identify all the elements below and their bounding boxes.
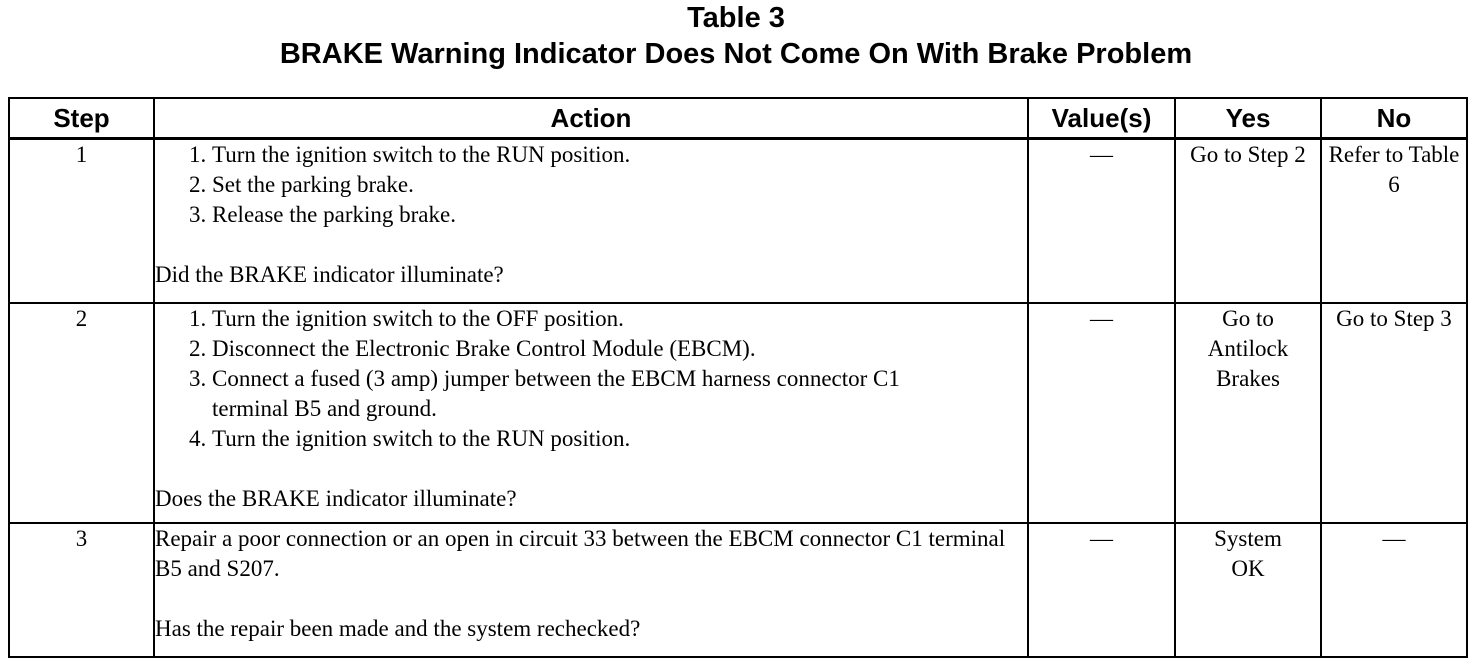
action-question: Did the BRAKE indicator illuminate?	[155, 262, 504, 287]
no-cell: —	[1321, 523, 1467, 657]
substep-list	[155, 140, 1027, 230]
yes-cell: System OK	[1175, 523, 1321, 657]
table-row	[9, 523, 1467, 657]
diagnostic-table	[8, 97, 1468, 658]
step-number: 2	[9, 303, 154, 523]
table-title: Table 3	[687, 2, 785, 34]
value-cell: —	[1028, 139, 1175, 303]
substep: 2. Disconnect the Electronic Brake Control Module (EBCM).	[212, 334, 1027, 364]
value-cell: —	[1028, 523, 1175, 657]
value-cell: —	[1028, 303, 1175, 523]
action-text: Repair a poor connection or an open in circuit 33 between the EBCM connector C1 terminal B5 and S207.	[155, 525, 1006, 581]
action-cell	[154, 139, 1028, 303]
header-yes: Yes	[1175, 98, 1321, 139]
step-number: 1	[9, 139, 154, 303]
table-row	[9, 303, 1467, 523]
no-cell: Refer to Table 6	[1321, 139, 1467, 303]
no-cell: Go to Step 3	[1321, 303, 1467, 523]
action-question: Has the repair been made and the system rechecked?	[155, 615, 641, 641]
substep: 2. Set the parking brake.	[212, 170, 1027, 200]
header-step: Step	[9, 98, 154, 139]
action-cell	[154, 523, 1028, 657]
header-action: Action	[154, 98, 1028, 139]
substep: 4. Turn the ignition switch to the RUN position.	[212, 424, 1027, 454]
action-question: Does the BRAKE indicator illuminate?	[155, 485, 517, 511]
substep: 1. Turn the ignition switch to the RUN position.	[212, 140, 1027, 170]
header-values: Value(s)	[1028, 98, 1175, 139]
action-cell	[154, 303, 1028, 523]
header-no: No	[1321, 98, 1467, 139]
step-number: 3	[9, 523, 154, 657]
substep: 3. Release the parking brake.	[212, 200, 1027, 230]
substep: 3. Connect a fused (3 amp) jumper between the EBCM harness connector C1 terminal B5 and ground.	[212, 364, 1027, 424]
table-subtitle: BRAKE Warning Indicator Does Not Come On With Brake Problem	[279, 38, 1193, 70]
header-row	[9, 98, 1467, 139]
substep-list	[155, 304, 1027, 454]
substep: 1. Turn the ignition switch to the OFF position.	[212, 304, 1027, 334]
yes-cell: Go to Antilock Brakes	[1175, 303, 1321, 523]
table-row	[9, 139, 1467, 303]
yes-cell: Go to Step 2	[1175, 139, 1321, 303]
